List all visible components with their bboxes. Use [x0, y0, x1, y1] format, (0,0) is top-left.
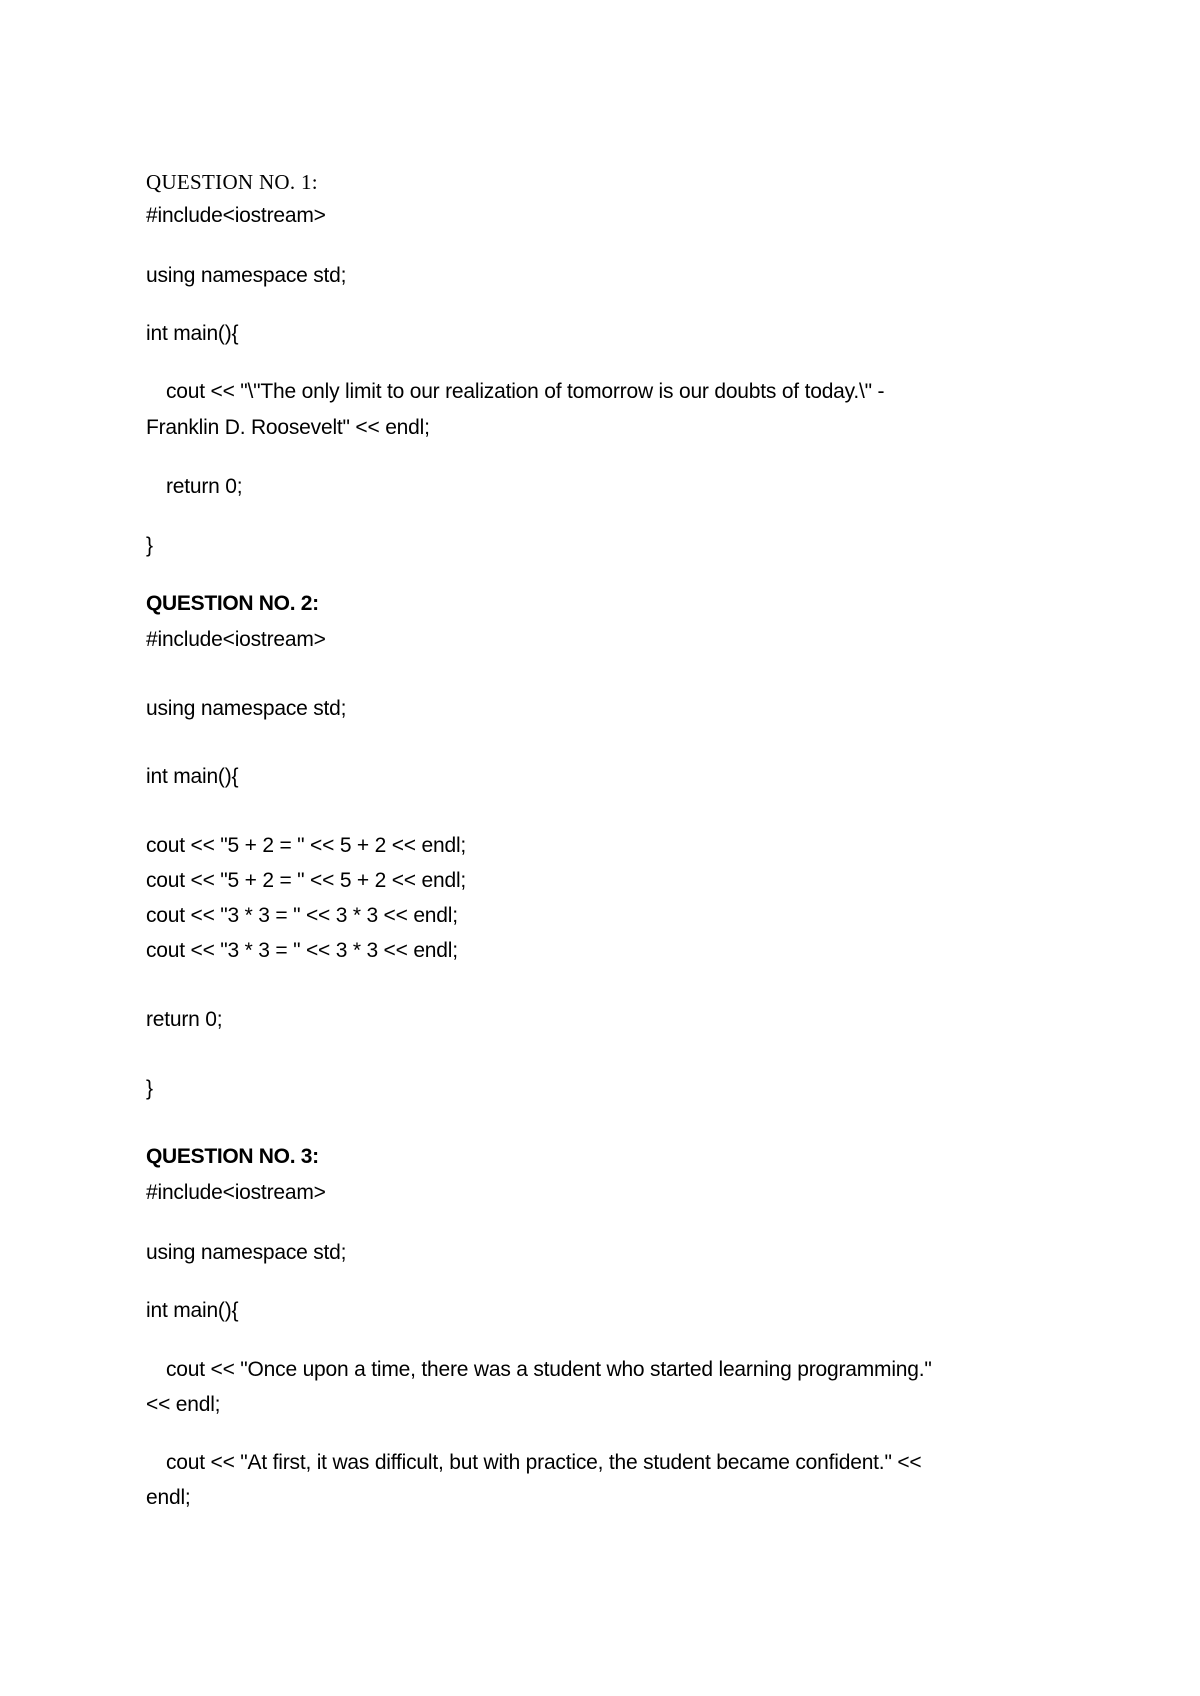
- code-line: int main(){: [146, 1299, 239, 1322]
- question-1-heading: QUESTION NO. 1:: [146, 170, 318, 194]
- code-line: cout << "5 + 2 = " << 5 + 2 << endl;: [146, 869, 467, 892]
- code-line: return 0;: [146, 1008, 223, 1031]
- code-line: cout << "At first, it was difficult, but with practice, the student became confident." <<: [166, 1451, 922, 1474]
- code-line: return 0;: [166, 475, 243, 498]
- code-line: << endl;: [146, 1393, 221, 1416]
- code-line: #include<iostream>: [146, 204, 326, 227]
- code-line: endl;: [146, 1486, 191, 1509]
- code-line: using namespace std;: [146, 697, 347, 720]
- code-line: cout << "3 * 3 = " << 3 * 3 << endl;: [146, 904, 458, 927]
- question-2-heading: QUESTION NO. 2:: [146, 592, 319, 615]
- code-line: cout << "3 * 3 = " << 3 * 3 << endl;: [146, 939, 458, 962]
- code-line: Franklin D. Roosevelt" << endl;: [146, 416, 430, 439]
- code-line: #include<iostream>: [146, 628, 326, 651]
- code-line: int main(){: [146, 765, 239, 788]
- code-line: cout << "\"The only limit to our realization of tomorrow is our doubts of today.\" -: [166, 380, 885, 403]
- code-line: }: [146, 1077, 153, 1100]
- code-line: }: [146, 534, 153, 557]
- code-line: #include<iostream>: [146, 1181, 326, 1204]
- code-line: cout << "5 + 2 = " << 5 + 2 << endl;: [146, 834, 467, 857]
- question-3-heading: QUESTION NO. 3:: [146, 1145, 319, 1168]
- code-line: using namespace std;: [146, 264, 347, 287]
- code-line: cout << "Once upon a time, there was a student who started learning programming.": [166, 1358, 932, 1381]
- code-line: using namespace std;: [146, 1241, 347, 1264]
- code-line: int main(){: [146, 322, 239, 345]
